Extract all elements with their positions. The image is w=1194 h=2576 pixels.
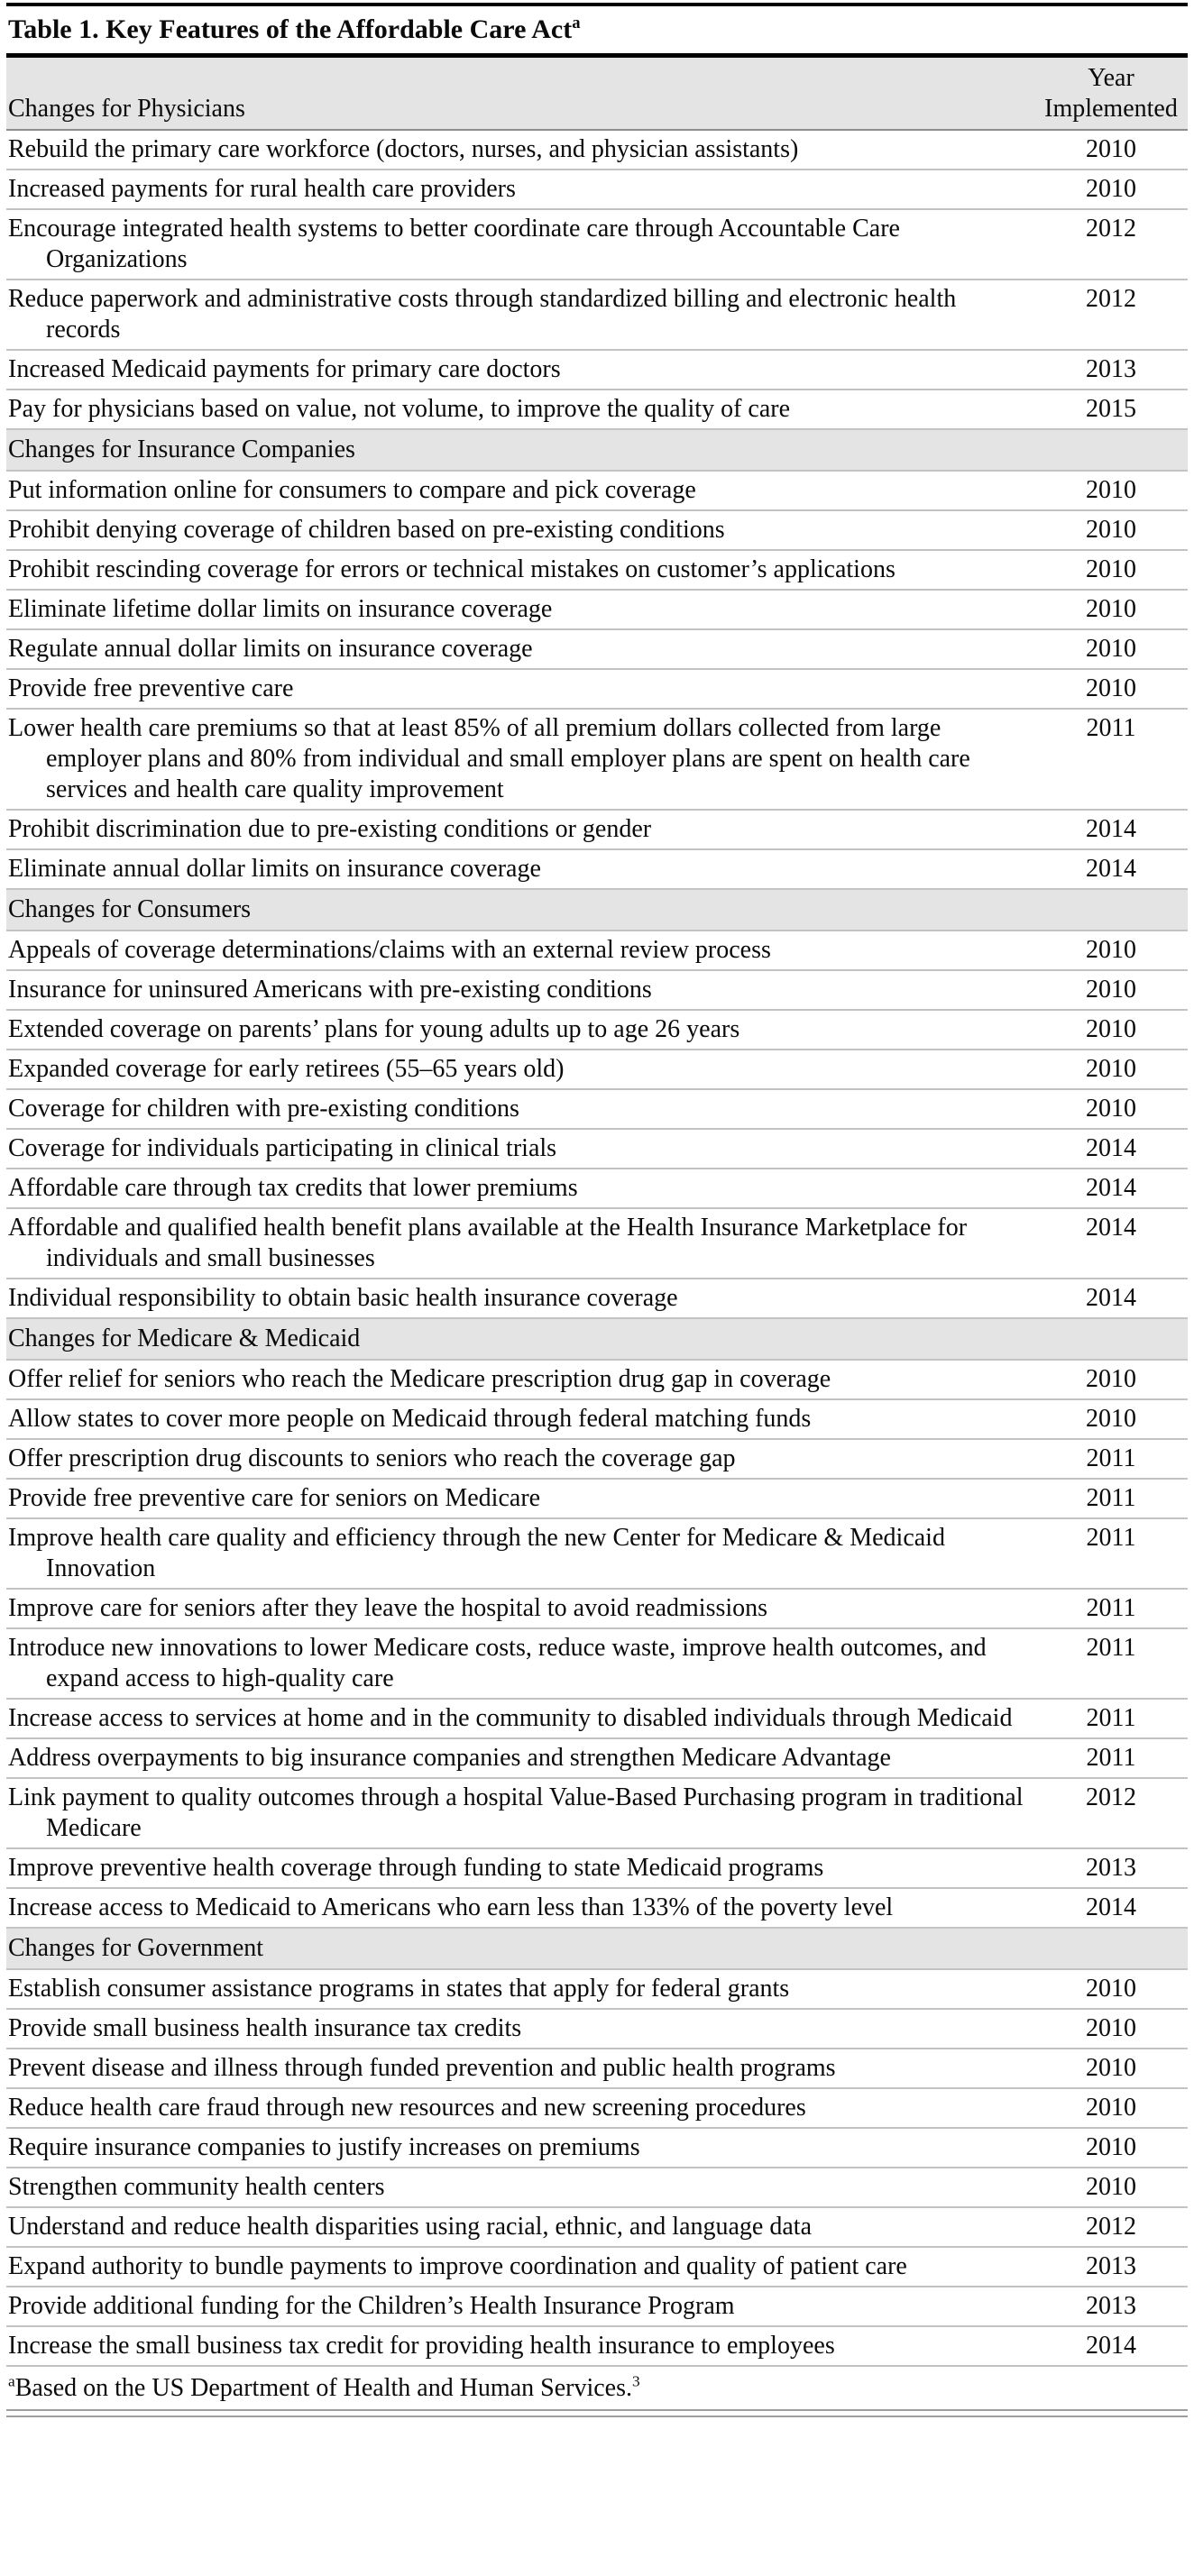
year-implemented-value: 2014 [1086, 1284, 1136, 1312]
year-implemented-value: 2011 [1086, 714, 1136, 742]
year-implemented-value: 2010 [1086, 2054, 1136, 2082]
year-implemented-value: 2014 [1086, 815, 1136, 843]
table-row [6, 2327, 1188, 2367]
feature-description: Put information online for consumers to compare and pick coverage [8, 476, 696, 504]
table-row [6, 210, 1188, 280]
footnote-reference-number: 3 [631, 2372, 640, 2390]
feature-description: Increase access to Medicaid to Americans who earn less than 133% of the poverty level [8, 1893, 894, 1921]
table-row [6, 1889, 1188, 1929]
footnote-marker: a [8, 2372, 15, 2390]
table-body [6, 131, 1188, 2367]
year-implemented-value: 2010 [1086, 1095, 1136, 1123]
feature-description: Coverage for individuals participating in clinical trials [8, 1134, 557, 1162]
feature-description: Link payment to quality outcomes through a hospital Value-Based Purchasing program in traditional Medicare [8, 1783, 1024, 1842]
section-header: Changes for Consumers [6, 890, 1188, 931]
table-row [6, 630, 1188, 670]
table-row [6, 390, 1188, 430]
year-header-line2: Implemented [1044, 95, 1178, 123]
table-row [6, 2089, 1188, 2129]
year-implemented-value: 2010 [1086, 516, 1136, 544]
year-implemented-value: 2010 [1086, 555, 1136, 583]
table-row [6, 2208, 1188, 2248]
table-row [6, 351, 1188, 390]
footnote-text: Based on the US Department of Health and Human Services. [14, 2374, 632, 2402]
feature-description: Require insurance companies to justify increases on premiums [8, 2133, 640, 2161]
table-row [6, 1090, 1188, 1130]
table-row [6, 1130, 1188, 1169]
feature-description: Individual responsibility to obtain basic health insurance coverage [8, 1284, 678, 1312]
feature-description: Prohibit denying coverage of children based on pre-existing conditions [8, 516, 725, 544]
table-row [6, 131, 1188, 170]
table-row [6, 1970, 1188, 2010]
table-row [6, 1440, 1188, 1480]
year-implemented-value: 2010 [1086, 1365, 1136, 1393]
year-implemented-value: 2011 [1086, 1444, 1136, 1472]
feature-description: Affordable and qualified health benefit plans available at the Health Insurance Marketplace for individuals and small businesses [8, 1214, 968, 1272]
year-implemented-value: 2010 [1086, 1975, 1136, 2003]
table-footnote [6, 2367, 1188, 2411]
table-title [6, 3, 1188, 58]
year-implemented-value: 2011 [1086, 1744, 1136, 1772]
feature-description: Strengthen community health centers [8, 2173, 385, 2201]
feature-description: Affordable care through tax credits that lower premiums [8, 1174, 578, 1202]
table-row [6, 1519, 1188, 1590]
year-implemented-value: 2014 [1086, 2332, 1136, 2360]
feature-description: Provide free preventive care for seniors on Medicare [8, 1484, 541, 1512]
feature-description: Improve preventive health coverage through funding to state Medicaid programs [8, 1854, 824, 1882]
table-row [6, 2010, 1188, 2049]
feature-description: Offer relief for seniors who reach the Medicare prescription drug gap in coverage [8, 1365, 831, 1393]
table-row [6, 2049, 1188, 2089]
table-row [6, 511, 1188, 551]
table-row [6, 1279, 1188, 1319]
feature-description: Introduce new innovations to lower Medicare costs, reduce waste, improve health outcomes, and expand access to high-quality care [8, 1634, 987, 1692]
feature-description: Expand authority to bundle payments to improve coordination and quality of patient care [8, 2252, 907, 2280]
feature-description: Eliminate lifetime dollar limits on insurance coverage [8, 595, 553, 623]
feature-description: Coverage for children with pre-existing conditions [8, 1095, 519, 1123]
table-row [6, 1169, 1188, 1209]
table-row [6, 1011, 1188, 1050]
table-row [6, 1209, 1188, 1279]
year-implemented-value: 2014 [1086, 1174, 1136, 1202]
year-implemented-value: 2014 [1086, 1134, 1136, 1162]
feature-description: Increased payments for rural health care providers [8, 175, 516, 203]
year-implemented-value: 2010 [1086, 476, 1136, 504]
feature-description: Increase access to services at home and in the community to disabled individuals through Medicaid [8, 1704, 1013, 1732]
feature-description: Appeals of coverage determinations/claims with an external review process [8, 936, 771, 964]
year-implemented-value: 2012 [1086, 1783, 1136, 1811]
feature-description: Reduce health care fraud through new resources and new screening procedures [8, 2094, 806, 2122]
feature-description: Insurance for uninsured Americans with pre-existing conditions [8, 976, 652, 1004]
feature-description: Lower health care premiums so that at least 85% of all premium dollars collected from large employer plans and 80% from individual and small employer plans are spent on health care services and health care quality improvement [8, 714, 970, 803]
feature-description: Prevent disease and illness through funded prevention and public health programs [8, 2054, 836, 2082]
year-implemented-value: 2010 [1086, 1055, 1136, 1083]
table-row [6, 811, 1188, 850]
table-row [6, 1361, 1188, 1400]
feature-description: Provide free preventive care [8, 674, 294, 702]
feature-description: Regulate annual dollar limits on insurance coverage [8, 635, 533, 663]
year-implemented-value: 2014 [1086, 1214, 1136, 1242]
table-row [6, 1480, 1188, 1519]
year-implemented-value: 2010 [1086, 2094, 1136, 2122]
year-implemented-value: 2012 [1086, 2213, 1136, 2241]
table-row [6, 2168, 1188, 2208]
feature-description: Increased Medicaid payments for primary care doctors [8, 355, 561, 383]
feature-description: Improve health care quality and efficiency through the new Center for Medicare & Medicaid Innovation [8, 1524, 945, 1582]
table-row [6, 1849, 1188, 1889]
year-implemented-value: 2010 [1086, 1405, 1136, 1433]
year-implemented-value: 2013 [1086, 2292, 1136, 2320]
table-row [6, 1739, 1188, 1779]
year-implemented-value: 2011 [1086, 1704, 1136, 1732]
feature-description: Eliminate annual dollar limits on insurance coverage [8, 855, 541, 883]
column-header-category: Changes for Physicians [8, 95, 245, 123]
year-implemented-value: 2010 [1086, 175, 1136, 203]
year-implemented-value: 2010 [1086, 2014, 1136, 2042]
year-implemented-value: 2010 [1086, 674, 1136, 702]
column-header-row [6, 58, 1188, 131]
feature-description: Reduce paperwork and administrative costs through standardized billing and electronic health records [8, 285, 957, 344]
year-implemented-value: 2010 [1086, 635, 1136, 663]
table-title-footnote-marker: a [572, 14, 581, 32]
feature-description: Improve care for seniors after they leave the hospital to avoid readmissions [8, 1594, 768, 1622]
feature-description: Understand and reduce health disparities using racial, ethnic, and language data [8, 2213, 812, 2241]
feature-description: Pay for physicians based on value, not volume, to improve the quality of care [8, 395, 791, 423]
year-implemented-value: 2015 [1086, 395, 1136, 423]
year-implemented-value: 2010 [1086, 1015, 1136, 1043]
feature-description: Encourage integrated health systems to better coordinate care through Accountable Care Organizations [8, 215, 900, 273]
table-row [6, 1779, 1188, 1849]
table-row [6, 850, 1188, 890]
year-implemented-value: 2011 [1086, 1594, 1136, 1622]
table-row [6, 710, 1188, 811]
year-header-line1: Year [1088, 64, 1134, 92]
year-implemented-value: 2010 [1086, 2173, 1136, 2201]
feature-description: Increase the small business tax credit for providing health insurance to employees [8, 2332, 835, 2360]
feature-description: Extended coverage on parents’ plans for young adults up to age 26 years [8, 1015, 740, 1043]
table-row [6, 591, 1188, 630]
year-implemented-value: 2011 [1086, 1524, 1136, 1552]
table-row [6, 1590, 1188, 1629]
year-implemented-value: 2014 [1086, 855, 1136, 883]
table-row [6, 2129, 1188, 2168]
feature-description: Allow states to cover more people on Medicaid through federal matching funds [8, 1405, 812, 1433]
feature-description: Expanded coverage for early retirees (55–65 years old) [8, 1055, 565, 1083]
feature-description: Prohibit discrimination due to pre-existing conditions or gender [8, 815, 652, 843]
table-row [6, 551, 1188, 591]
feature-description: Address overpayments to big insurance companies and strengthen Medicare Advantage [8, 1744, 891, 1772]
year-implemented-value: 2010 [1086, 135, 1136, 163]
year-implemented-value: 2010 [1086, 2133, 1136, 2161]
feature-description: Offer prescription drug discounts to seniors who reach the coverage gap [8, 1444, 736, 1472]
feature-description: Prohibit rescinding coverage for errors or technical mistakes on customer’s applications [8, 555, 896, 583]
year-implemented-value: 2012 [1086, 285, 1136, 313]
year-implemented-value: 2010 [1086, 936, 1136, 964]
year-implemented-value: 2010 [1086, 976, 1136, 1004]
table-row [6, 1050, 1188, 1090]
table-row [6, 1700, 1188, 1739]
column-header-year [1034, 63, 1188, 124]
feature-description: Provide small business health insurance tax credits [8, 2014, 522, 2042]
feature-description: Establish consumer assistance programs in states that apply for federal grants [8, 1975, 790, 2003]
year-implemented-value: 2010 [1086, 595, 1136, 623]
table-title-text: Table 1. Key Features of the Affordable Care Act [8, 14, 573, 44]
year-implemented-value: 2013 [1086, 2252, 1136, 2280]
feature-description: Provide additional funding for the Children’s Health Insurance Program [8, 2292, 735, 2320]
table-row [6, 931, 1188, 971]
table-row [6, 670, 1188, 710]
year-implemented-value: 2013 [1086, 1854, 1136, 1882]
table-row [6, 280, 1188, 351]
year-implemented-value: 2013 [1086, 355, 1136, 383]
table-bottom-rule [6, 2411, 1188, 2417]
section-header: Changes for Government [6, 1929, 1188, 1970]
year-implemented-value: 2011 [1086, 1484, 1136, 1512]
table-row [6, 971, 1188, 1011]
table-row [6, 2248, 1188, 2287]
year-implemented-value: 2012 [1086, 215, 1136, 243]
table-row [6, 1629, 1188, 1700]
year-implemented-value: 2011 [1086, 1634, 1136, 1662]
table-row [6, 1400, 1188, 1440]
feature-description: Rebuild the primary care workforce (doctors, nurses, and physician assistants) [8, 135, 799, 163]
table-row [6, 472, 1188, 511]
year-implemented-value: 2014 [1086, 1893, 1136, 1921]
table-row [6, 2287, 1188, 2327]
section-header: Changes for Insurance Companies [6, 430, 1188, 472]
section-header: Changes for Medicare & Medicaid [6, 1319, 1188, 1361]
table-row [6, 170, 1188, 210]
